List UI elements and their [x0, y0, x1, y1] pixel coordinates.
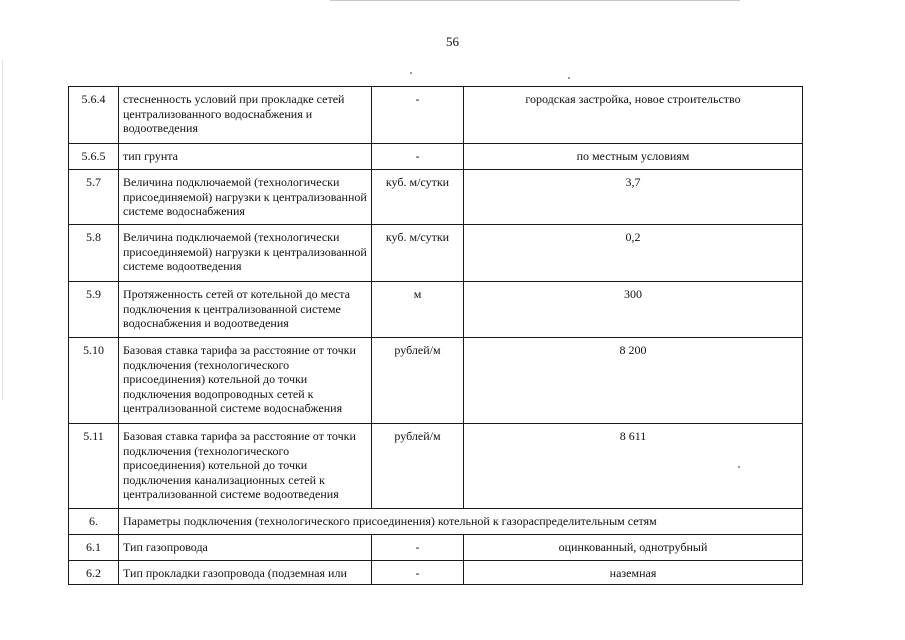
parameter-value: по местным условиям — [464, 144, 803, 170]
top-rule — [330, 0, 740, 1]
parameter-unit: рублей/м — [372, 338, 464, 424]
row-number: 5.7 — [69, 170, 119, 225]
parameter-name: Величина подключаемой (технологически присоединяемой) нагрузки к централизованной системе водоотведения — [119, 225, 372, 282]
parameter-name: Базовая ставка тарифа за расстояние от точки подключения (технологического присоединения) котельной до точки подключения канализационных сетей к централизованной системе водоотведения — [119, 424, 372, 509]
parameter-unit: рублей/м — [372, 424, 464, 509]
parameter-unit: - — [372, 144, 464, 170]
scan-speck — [568, 77, 570, 79]
parameter-value: 0,2 — [464, 225, 803, 282]
table-row — [69, 225, 803, 282]
row-number: 6.2 — [69, 561, 119, 585]
parameter-unit: - — [372, 535, 464, 561]
parameter-value: 3,7 — [464, 170, 803, 225]
parameter-value: 8 611 — [464, 424, 803, 509]
parameter-unit: - — [372, 87, 464, 144]
section-header-row — [69, 509, 803, 535]
row-number: 5.9 — [69, 282, 119, 338]
row-number: 5.10 — [69, 338, 119, 424]
row-number: 5.8 — [69, 225, 119, 282]
scan-edge-mark — [2, 60, 3, 400]
parameter-name: Базовая ставка тарифа за расстояние от точки подключения (технологического присоединения) котельной до точки подключения водопроводных сетей к централизованной системе водоснабжения — [119, 338, 372, 424]
row-number: 5.11 — [69, 424, 119, 509]
table-row — [69, 144, 803, 170]
parameter-value: 300 — [464, 282, 803, 338]
scan-speck — [410, 72, 412, 74]
parameter-unit: куб. м/сутки — [372, 225, 464, 282]
parameter-name: тип грунта — [119, 144, 372, 170]
table-row — [69, 561, 803, 585]
row-number: 5.6.4 — [69, 87, 119, 144]
parameter-value: 8 200 — [464, 338, 803, 424]
row-number: 6.1 — [69, 535, 119, 561]
parameter-value: наземная — [464, 561, 803, 585]
parameters-table — [68, 86, 803, 585]
parameter-name: стесненность условий при прокладке сетей централизованного водоснабжения и водоотведения — [119, 87, 372, 144]
section-title: Параметры подключения (технологического присоединения) котельной к газораспределительным сетям — [119, 509, 803, 535]
table-row — [69, 535, 803, 561]
parameter-name: Протяженность сетей от котельной до места подключения к централизованной системе водоснабжения и водоотведения — [119, 282, 372, 338]
parameter-unit: - — [372, 561, 464, 585]
table-row — [69, 282, 803, 338]
parameter-name: Тип прокладки газопровода (подземная или — [119, 561, 372, 585]
table-row — [69, 338, 803, 424]
section-number: 6. — [69, 509, 119, 535]
table-row — [69, 87, 803, 144]
table-row — [69, 170, 803, 225]
row-number: 5.6.5 — [69, 144, 119, 170]
parameter-value: оцинкованный, однотрубный — [464, 535, 803, 561]
parameter-value: городская застройка, новое строительство — [464, 87, 803, 144]
table-row — [69, 424, 803, 509]
page-number: 56 — [446, 34, 459, 49]
parameter-unit: куб. м/сутки — [372, 170, 464, 225]
parameter-name: Тип газопровода — [119, 535, 372, 561]
parameter-unit: м — [372, 282, 464, 338]
parameter-name: Величина подключаемой (технологически присоединяемой) нагрузки к централизованной системе водоснабжения — [119, 170, 372, 225]
